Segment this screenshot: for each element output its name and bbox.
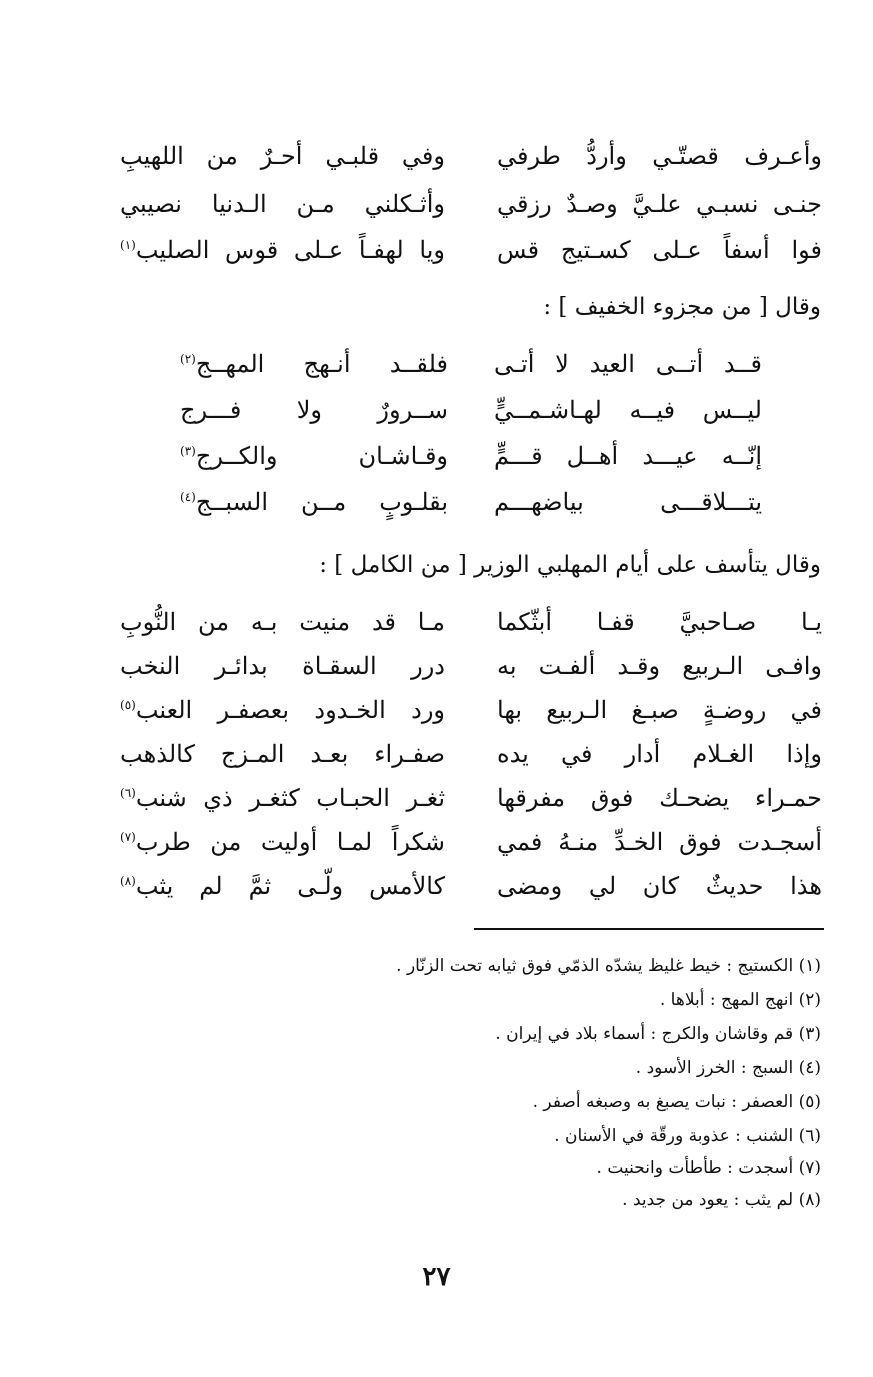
second-hemistich-text: وقـاشـان والكــرج bbox=[195, 442, 448, 470]
first-hemistich: وإذا الغـلام أدار في يده bbox=[497, 740, 822, 768]
footnote-separator bbox=[474, 928, 824, 930]
second-hemistich-text: ثغـر الحبـاب كثغـر ذي شنب bbox=[135, 784, 445, 812]
footnote-marker: (٢) bbox=[180, 352, 196, 366]
second-hemistich-text: فلقــد أنـهج المهــج bbox=[195, 350, 448, 378]
footnote-marker: (٧) bbox=[120, 830, 136, 844]
footnote: (٨) لم يثب : يعود من جديد . bbox=[622, 1190, 821, 1210]
second-hemistich: صفـراء بعـد المـزج كالذهب bbox=[120, 740, 445, 768]
footnote-marker: (٤) bbox=[180, 490, 196, 504]
first-hemistich: حمـراء يضحـك فوق مفرقها bbox=[497, 784, 822, 812]
footnote: (٣) قم وقاشان والكرج : أسماء بلاد في إيران . bbox=[495, 1024, 821, 1044]
section-intro: وقال [ من مجزوء الخفيف ] : bbox=[543, 294, 821, 320]
first-hemistich: قــد أتــى العيد لا أتـى bbox=[494, 350, 762, 378]
first-hemistich: هذا حديثٌ كان لي ومضى bbox=[497, 872, 822, 900]
footnote-marker: (٣) bbox=[180, 444, 196, 458]
second-hemistich bbox=[120, 236, 445, 265]
first-hemistich: فوا أسفاً عـلى كسـتيج قس bbox=[497, 236, 822, 264]
verse-line bbox=[180, 442, 762, 471]
first-hemistich: يـا صـاحبيَّ قفـا أبثّكما bbox=[497, 608, 822, 636]
first-hemistich: يتـــلاقـــى بياضهـــم bbox=[494, 488, 762, 516]
second-hemistich bbox=[180, 488, 448, 517]
footnote-marker: (٥) bbox=[120, 698, 136, 712]
first-hemistich: أسجـدت فوق الخـدِّ منـهُ فمي bbox=[497, 828, 822, 856]
verse-line bbox=[180, 488, 762, 517]
verse-line bbox=[120, 740, 822, 769]
verse-line bbox=[180, 350, 762, 379]
second-hemistich-text: شكراً لمـا أوليت من طرب bbox=[135, 828, 445, 856]
second-hemistich: وأثـكلني مـن الـدنيا نصيبي bbox=[120, 190, 445, 218]
footnote: (٦) الشنب : عذوبة ورقّة في الأسنان . bbox=[554, 1126, 821, 1146]
verse-line bbox=[120, 652, 822, 681]
first-hemistich: وأعـرف قصتّـي وأردُّ طرفي bbox=[497, 142, 822, 170]
verse-line bbox=[120, 696, 822, 725]
verse-line bbox=[120, 142, 822, 171]
section-intro: وقال يتأسف على أيام المهلبي الوزير [ من الكامل ] : bbox=[319, 552, 821, 578]
second-hemistich bbox=[120, 784, 445, 813]
verse-line bbox=[120, 828, 822, 857]
footnote-marker: (١) bbox=[120, 238, 136, 252]
footnote: (١) الكستيج : خيط غليظ يشدّه الذمّي فوق ثيابه تحت الزنّار . bbox=[396, 956, 821, 976]
footnote: (٢) انهج المهج : أبلاها . bbox=[659, 990, 821, 1010]
footnote: (٧) أسجدت : طأطأت وانحنيت . bbox=[596, 1158, 821, 1178]
verse-line bbox=[120, 190, 822, 219]
first-hemistich: جنـى نسبـي علـيَّ وصـدٌ رزقي bbox=[497, 190, 822, 218]
second-hemistich bbox=[180, 442, 448, 471]
first-hemistich: وافـى الـربيع وقـد ألفـت به bbox=[497, 652, 822, 680]
verse-line bbox=[180, 396, 762, 425]
second-hemistich: مـا قد منيت بـه من النُّوبِ bbox=[120, 608, 445, 636]
second-hemistich: درر السقـاة بدائـر النخب bbox=[120, 652, 445, 680]
second-hemistich-text: ويا لهفـاً عـلى قوس الصليب bbox=[135, 236, 445, 264]
verse-line bbox=[120, 872, 822, 901]
second-hemistich-text: بقلـوبٍ مــن السبــج bbox=[195, 488, 448, 516]
footnote-marker: (٨) bbox=[120, 874, 136, 888]
first-hemistich: ليــس فيــه لهـاشـمــيٍّ bbox=[494, 396, 762, 424]
first-hemistich: في روضـةٍ صبـغ الـربيع بها bbox=[497, 696, 822, 724]
page-number: ٢٧ bbox=[422, 1262, 451, 1292]
second-hemistich-text: كالأمس ولّـى ثمَّ لم يثب bbox=[135, 872, 445, 900]
footnote: (٥) العصفر : نبات يصبغ به وصبغه أصفر . bbox=[532, 1092, 821, 1112]
second-hemistich bbox=[120, 872, 445, 901]
second-hemistich: ســرورٌ ولا فـــرج bbox=[180, 396, 448, 424]
second-hemistich bbox=[120, 828, 445, 857]
first-hemistich: إنّــه عيـــد أهــل قـــمٍّ bbox=[494, 442, 762, 470]
second-hemistich: وفي قلبـي أحـرٌ من اللهيبِ bbox=[120, 142, 445, 170]
second-hemistich bbox=[120, 696, 445, 725]
footnote: (٤) السبج : الخرز الأسود . bbox=[635, 1058, 821, 1078]
verse-line bbox=[120, 784, 822, 813]
footnote-marker: (٦) bbox=[120, 786, 136, 800]
second-hemistich-text: ورد الخـدود بعصفـر العنب bbox=[135, 696, 445, 724]
verse-line bbox=[120, 236, 822, 265]
second-hemistich bbox=[180, 350, 448, 379]
verse-line bbox=[120, 608, 822, 637]
